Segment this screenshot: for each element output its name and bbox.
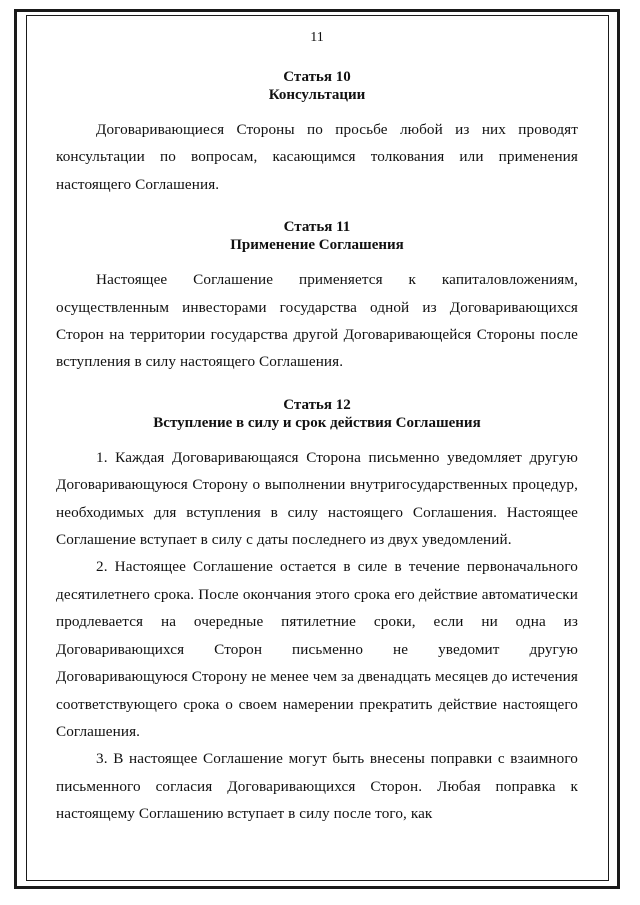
article-paragraph: 1. Каждая Договаривающаяся Сторона письменно уведомляет другую Договаривающуюся Сторону о выполнении внутригосударственных процедур, необходимых для вступления в силу настоящего Соглашения. Настоящее Соглашение вступает в силу с даты последнего из двух уведомлений.: [56, 448, 578, 549]
article-paragraph: Настоящее Соглашение применяется к капиталовложениям, осуществленным инвесторами государства одной из Договаривающихся Сторон на территории государства другой Договаривающейся Стороны после вступления в силу настоящего Соглашения.: [56, 271, 578, 371]
article-paragraph: 2. Настоящее Соглашение остается в силе в течение первоначального десятилетнего срока. После окончания этого срока его действие автоматически продлевается на очередные пятилетние сроки, если ни одна из Договаривающихся Сторон письменно не уведомит другую Договаривающуюся Сторону не менее чем за двенадцать месяцев до истечения соответствующего срока о своем намерении прекратить действие настоящего Соглашения.: [56, 558, 578, 740]
article-10: [56, 68, 578, 198]
article-11: [56, 218, 578, 376]
article-title: Применение Соглашения: [230, 237, 404, 254]
article-title: Вступление в силу и срок действия Соглашения: [153, 414, 481, 431]
article-12: [56, 396, 578, 828]
document-body: [56, 30, 578, 828]
article-paragraph: 3. В настоящее Соглашение могут быть внесены поправки с взаимного письменного согласия Договаривающихся Сторон. Любая поправка к настоящему Соглашению вступает в силу после того, как: [56, 750, 578, 823]
article-title: Консультации: [268, 87, 366, 103]
article-number: Статья 11: [283, 219, 351, 236]
article-number: Статья 12: [283, 396, 351, 413]
article-paragraph: Договаривающиеся Стороны по просьбе любой из них проводят консультации по вопросам, касающимся толкования или применения настоящего Соглашения.: [56, 121, 578, 193]
page-number: 11: [310, 30, 324, 45]
article-number: Статья 10: [283, 69, 351, 85]
